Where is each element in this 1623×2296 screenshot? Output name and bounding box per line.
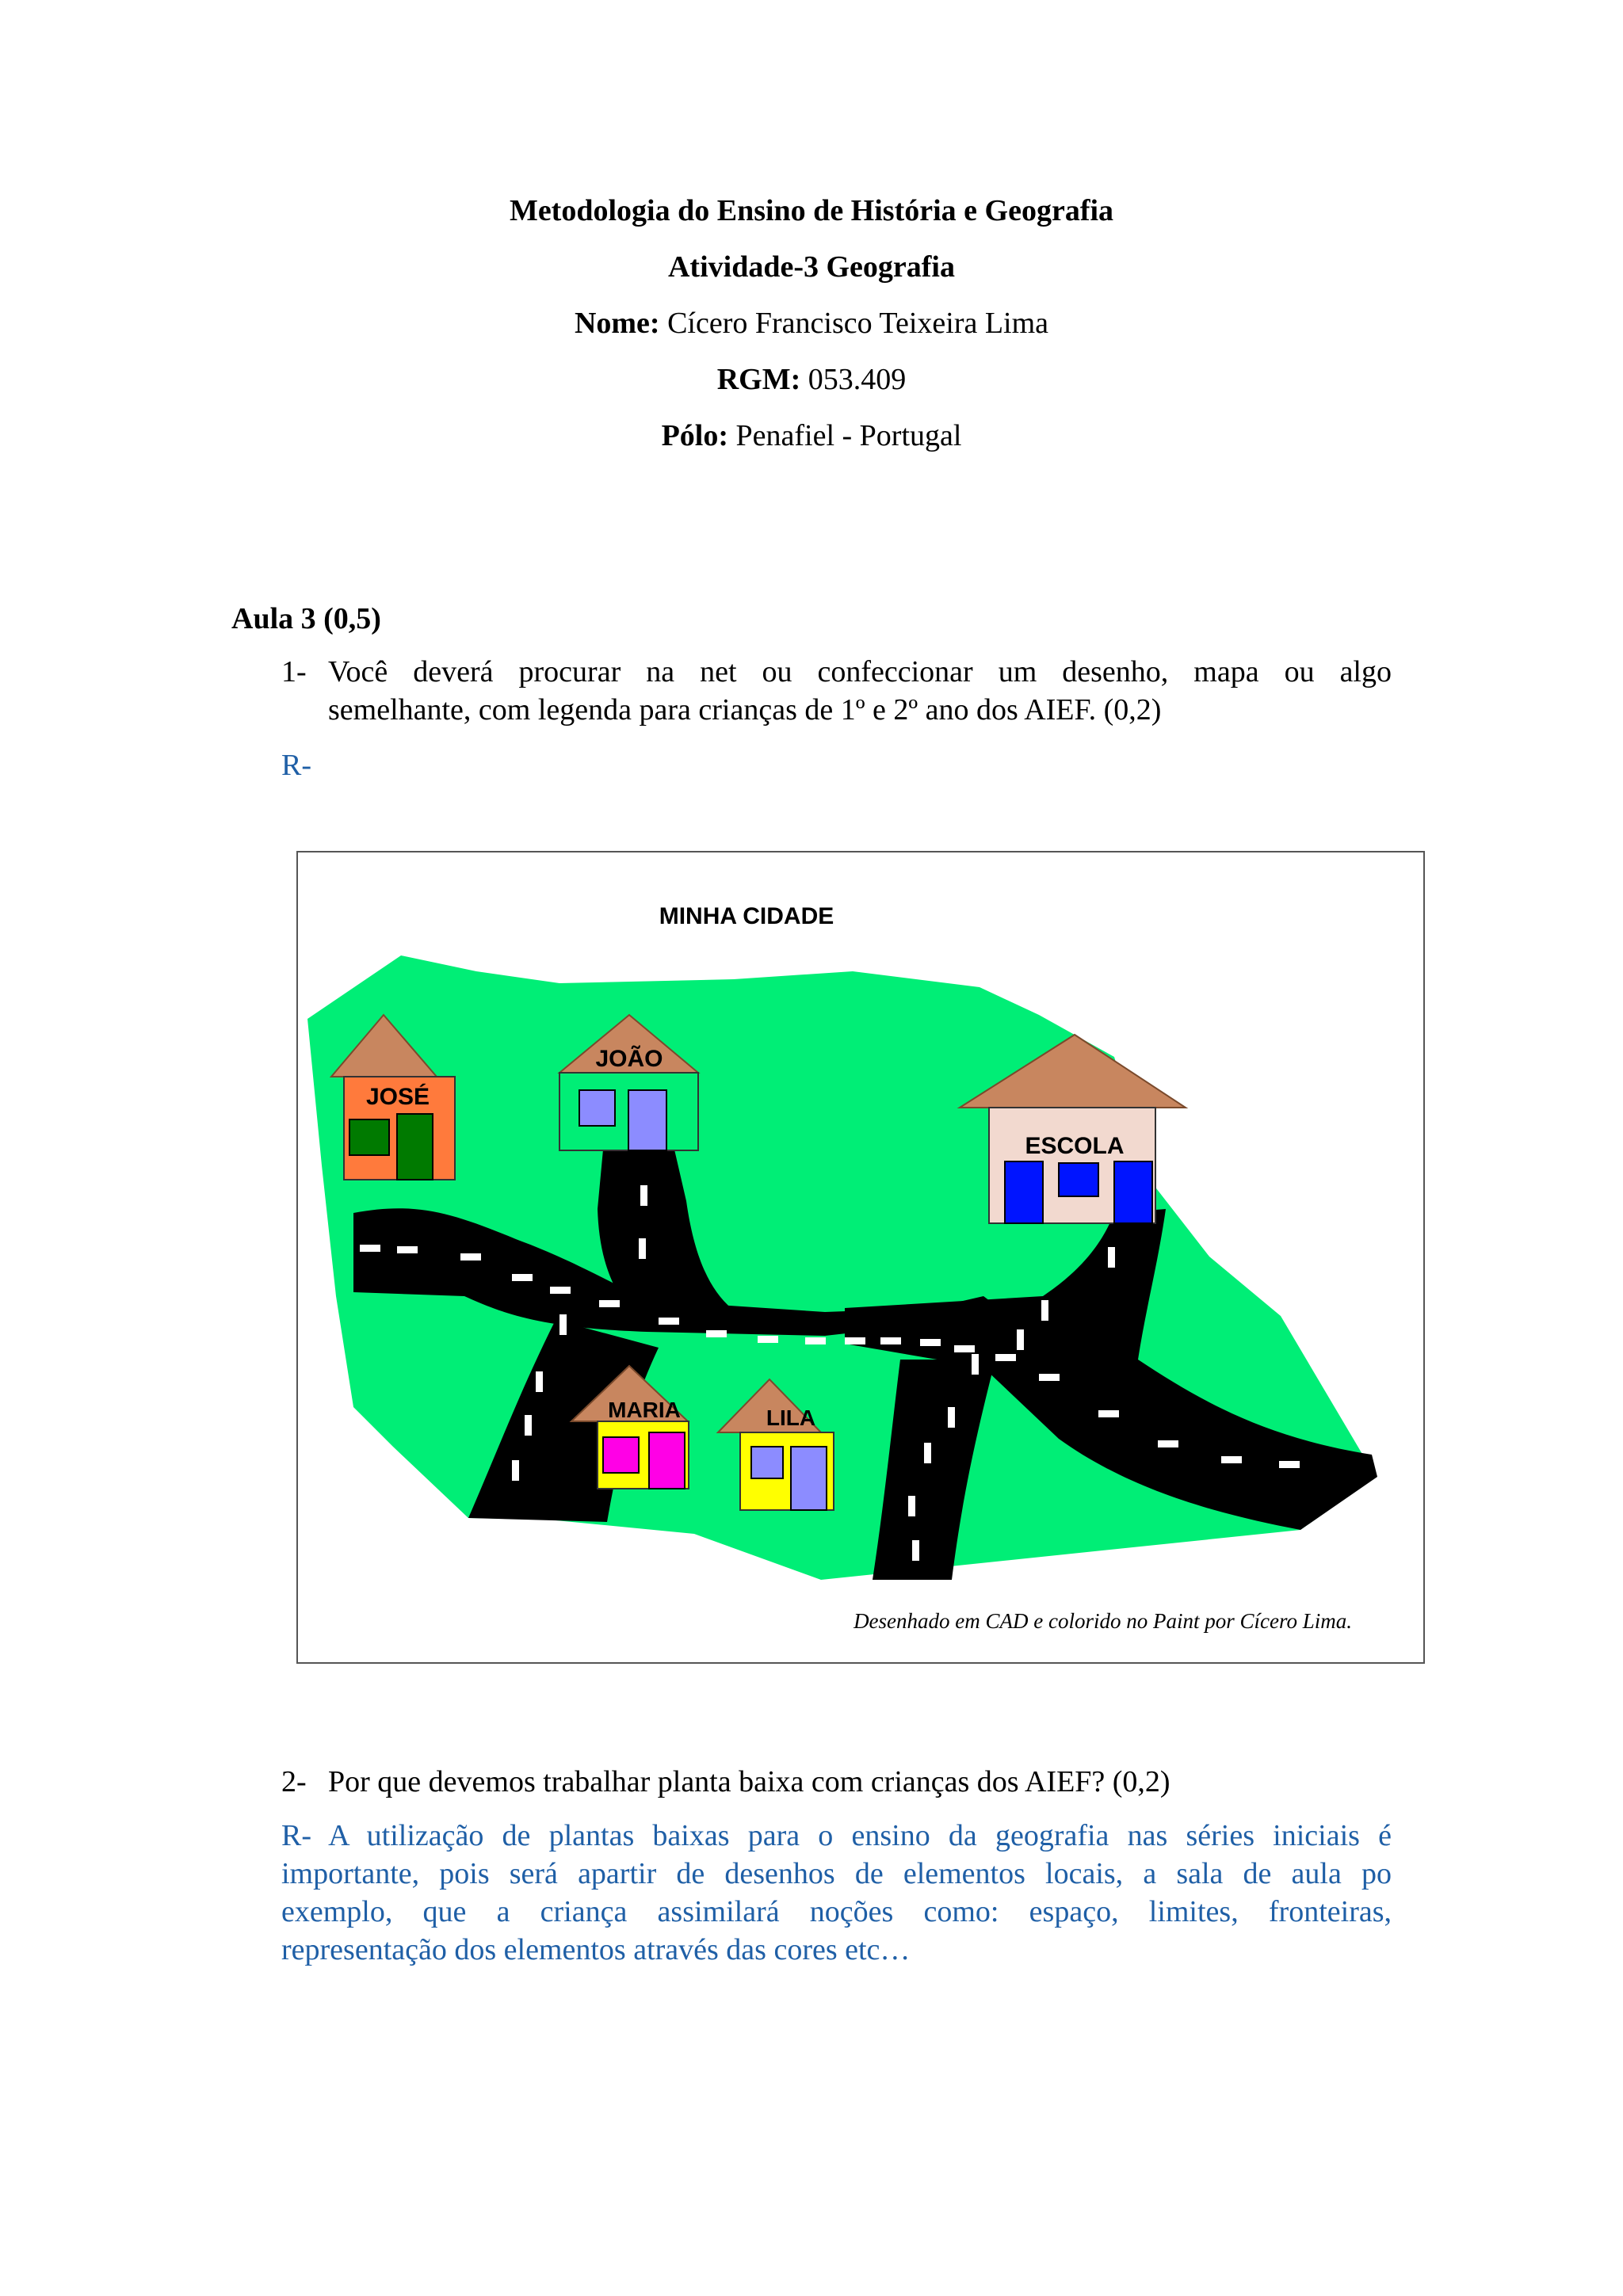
q2-text: Por que devemos trabalhar planta baixa com crianças dos AIEF? (0,2) — [328, 1765, 1170, 1798]
city-map-drawing — [298, 852, 1423, 1662]
polo-line — [0, 418, 1623, 453]
q1-answer: R- — [281, 749, 311, 782]
activity-title: Atividade-3 Geografia — [667, 250, 955, 284]
polo-value: Penafiel - Portugal — [735, 419, 962, 452]
q2-answer-line-2: importante, pois será apartir de desenhos de elementos locais, a sala de aula po — [281, 1857, 1392, 1890]
q1-line-1: Você deverá procurar na net ou confeccionar um desenho, mapa ou algo — [328, 655, 1392, 688]
lesson-title: Aula 3 (0,5) — [231, 602, 381, 635]
house-escola-label: ESCOLA — [1025, 1133, 1125, 1159]
course-title: Metodologia do Ensino de História e Geografia — [509, 194, 1114, 227]
q1-line-2: semelhante, com legenda para crianças de 1º e 2º ano dos AIEF. (0,2) — [328, 693, 1162, 727]
q2-answer-line-4: representação dos elementos através das cores etc… — [281, 1933, 911, 1966]
map-figure — [296, 851, 1425, 1664]
house-joao-label: JOÃO — [595, 1046, 663, 1072]
rgm-value: 053.409 — [808, 363, 907, 396]
house-jose-label: JOSÉ — [365, 1084, 430, 1110]
house-maria-label: MARIA — [608, 1398, 681, 1422]
student-name-line — [0, 306, 1623, 341]
rgm-line — [0, 362, 1623, 397]
q2-number: 2- — [281, 1765, 307, 1798]
figure-caption: Desenhado em CAD e colorido no Paint por Cícero Lima. — [854, 1609, 1352, 1633]
name-label: Nome: — [574, 307, 660, 340]
polo-label: Pólo: — [661, 419, 728, 452]
q2-answer-line-3: exemplo, que a criança assimilará noções como: espaço, limites, fronteiras, — [281, 1895, 1392, 1928]
rgm-label: RGM: — [716, 363, 801, 396]
name-value: Cícero Francisco Teixeira Lima — [667, 307, 1049, 340]
q2-answer-line-1: R- A utilização de plantas baixas para o ensino da geografia nas séries iniciais é — [281, 1819, 1392, 1852]
house-lila-label: LILA — [766, 1405, 816, 1430]
map-title: MINHA CIDADE — [659, 903, 834, 929]
q1-number: 1- — [281, 655, 307, 688]
